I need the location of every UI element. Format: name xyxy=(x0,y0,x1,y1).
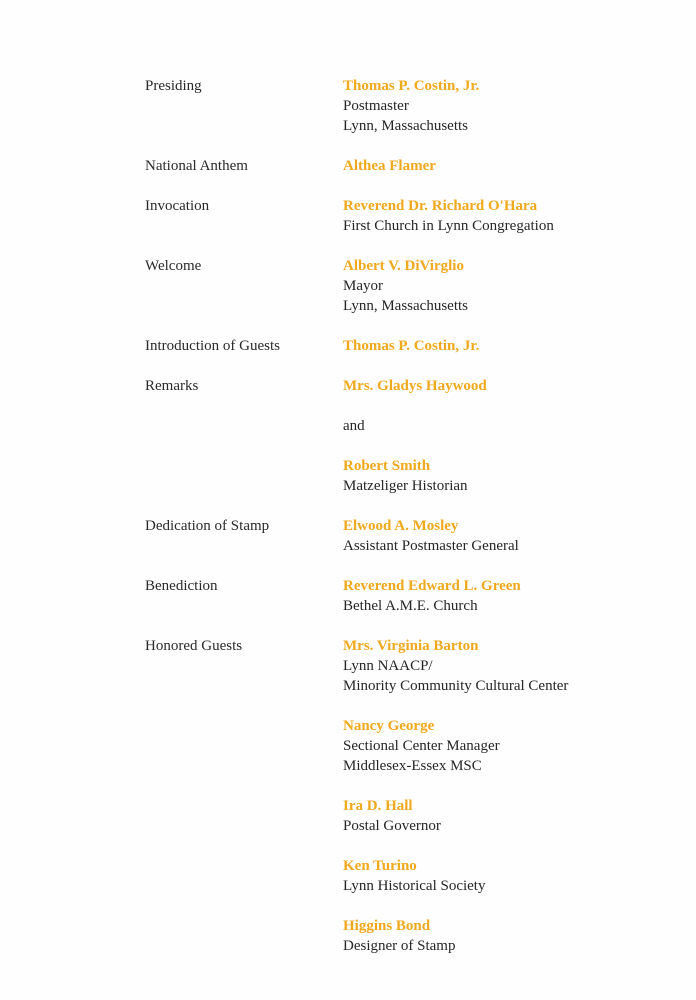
participant-name: Thomas P. Costin, Jr. xyxy=(343,338,480,354)
conjunction-text: and xyxy=(343,418,365,434)
role-label: Presiding xyxy=(145,78,202,94)
participant-name: Nancy George xyxy=(343,718,435,734)
participant-affiliation: Lynn, Massachusetts xyxy=(343,298,468,314)
participant-title: Postmaster xyxy=(343,98,409,114)
participant-affiliation: Middlesex-Essex MSC xyxy=(343,758,482,774)
participant-name: Elwood A. Mosley xyxy=(343,518,459,534)
role-label: Dedication of Stamp xyxy=(145,518,270,534)
participant-affiliation: Lynn, Massachusetts xyxy=(343,118,468,134)
role-label: Invocation xyxy=(145,198,210,214)
participant-entry xyxy=(343,156,683,176)
participant-title: Sectional Center Manager xyxy=(343,738,500,754)
participant-title: Assistant Postmaster General xyxy=(343,538,519,554)
participant-title: Designer of Stamp xyxy=(343,938,456,954)
participant-entry xyxy=(343,856,683,896)
role-label: National Anthem xyxy=(145,158,248,174)
participant-entry xyxy=(343,516,683,556)
participant-entry xyxy=(343,796,683,836)
participant-entry xyxy=(343,196,683,236)
role-label: Remarks xyxy=(145,378,199,394)
participant-entry xyxy=(343,716,683,776)
participant-name: Mrs. Gladys Haywood xyxy=(343,378,487,394)
role-label: Honored Guests xyxy=(145,638,243,654)
participant-name: Robert Smith xyxy=(343,458,431,474)
participant-entry xyxy=(343,416,683,436)
participant-affiliation: Lynn NAACP/ xyxy=(343,658,433,674)
participant-entry xyxy=(343,636,683,696)
participant-affiliation: Bethel A.M.E. Church xyxy=(343,598,478,614)
participant-entry xyxy=(343,336,683,356)
participant-name: Albert V. DiVirglio xyxy=(343,258,464,274)
role-label: Introduction of Guests xyxy=(145,338,280,354)
participant-affiliation: Lynn Historical Society xyxy=(343,878,486,894)
participant-name: Higgins Bond xyxy=(343,918,431,934)
participant-name: Reverend Edward L. Green xyxy=(343,578,521,594)
participant-affiliation: Minority Community Cultural Center xyxy=(343,678,569,694)
participant-entry xyxy=(343,76,683,136)
role-label: Benediction xyxy=(145,578,218,594)
role-label: Welcome xyxy=(145,258,202,274)
participant-entry xyxy=(343,376,683,396)
participant-title: Postal Governor xyxy=(343,818,441,834)
participant-name: Thomas P. Costin, Jr. xyxy=(343,78,480,94)
participant-title: Mayor xyxy=(343,278,383,294)
participant-name: Althea Flamer xyxy=(343,158,436,174)
participant-entry xyxy=(343,916,683,956)
participant-affiliation: First Church in Lynn Congregation xyxy=(343,218,554,234)
participant-entry xyxy=(343,576,683,616)
participant-name: Ira D. Hall xyxy=(343,798,413,814)
participant-entry xyxy=(343,456,683,496)
participant-entry xyxy=(343,256,683,316)
participant-name: Ken Turino xyxy=(343,858,417,874)
participant-name: Reverend Dr. Richard O'Hara xyxy=(343,198,538,214)
participant-title: Matzeliger Historian xyxy=(343,478,468,494)
participant-name: Mrs. Virginia Barton xyxy=(343,638,479,654)
